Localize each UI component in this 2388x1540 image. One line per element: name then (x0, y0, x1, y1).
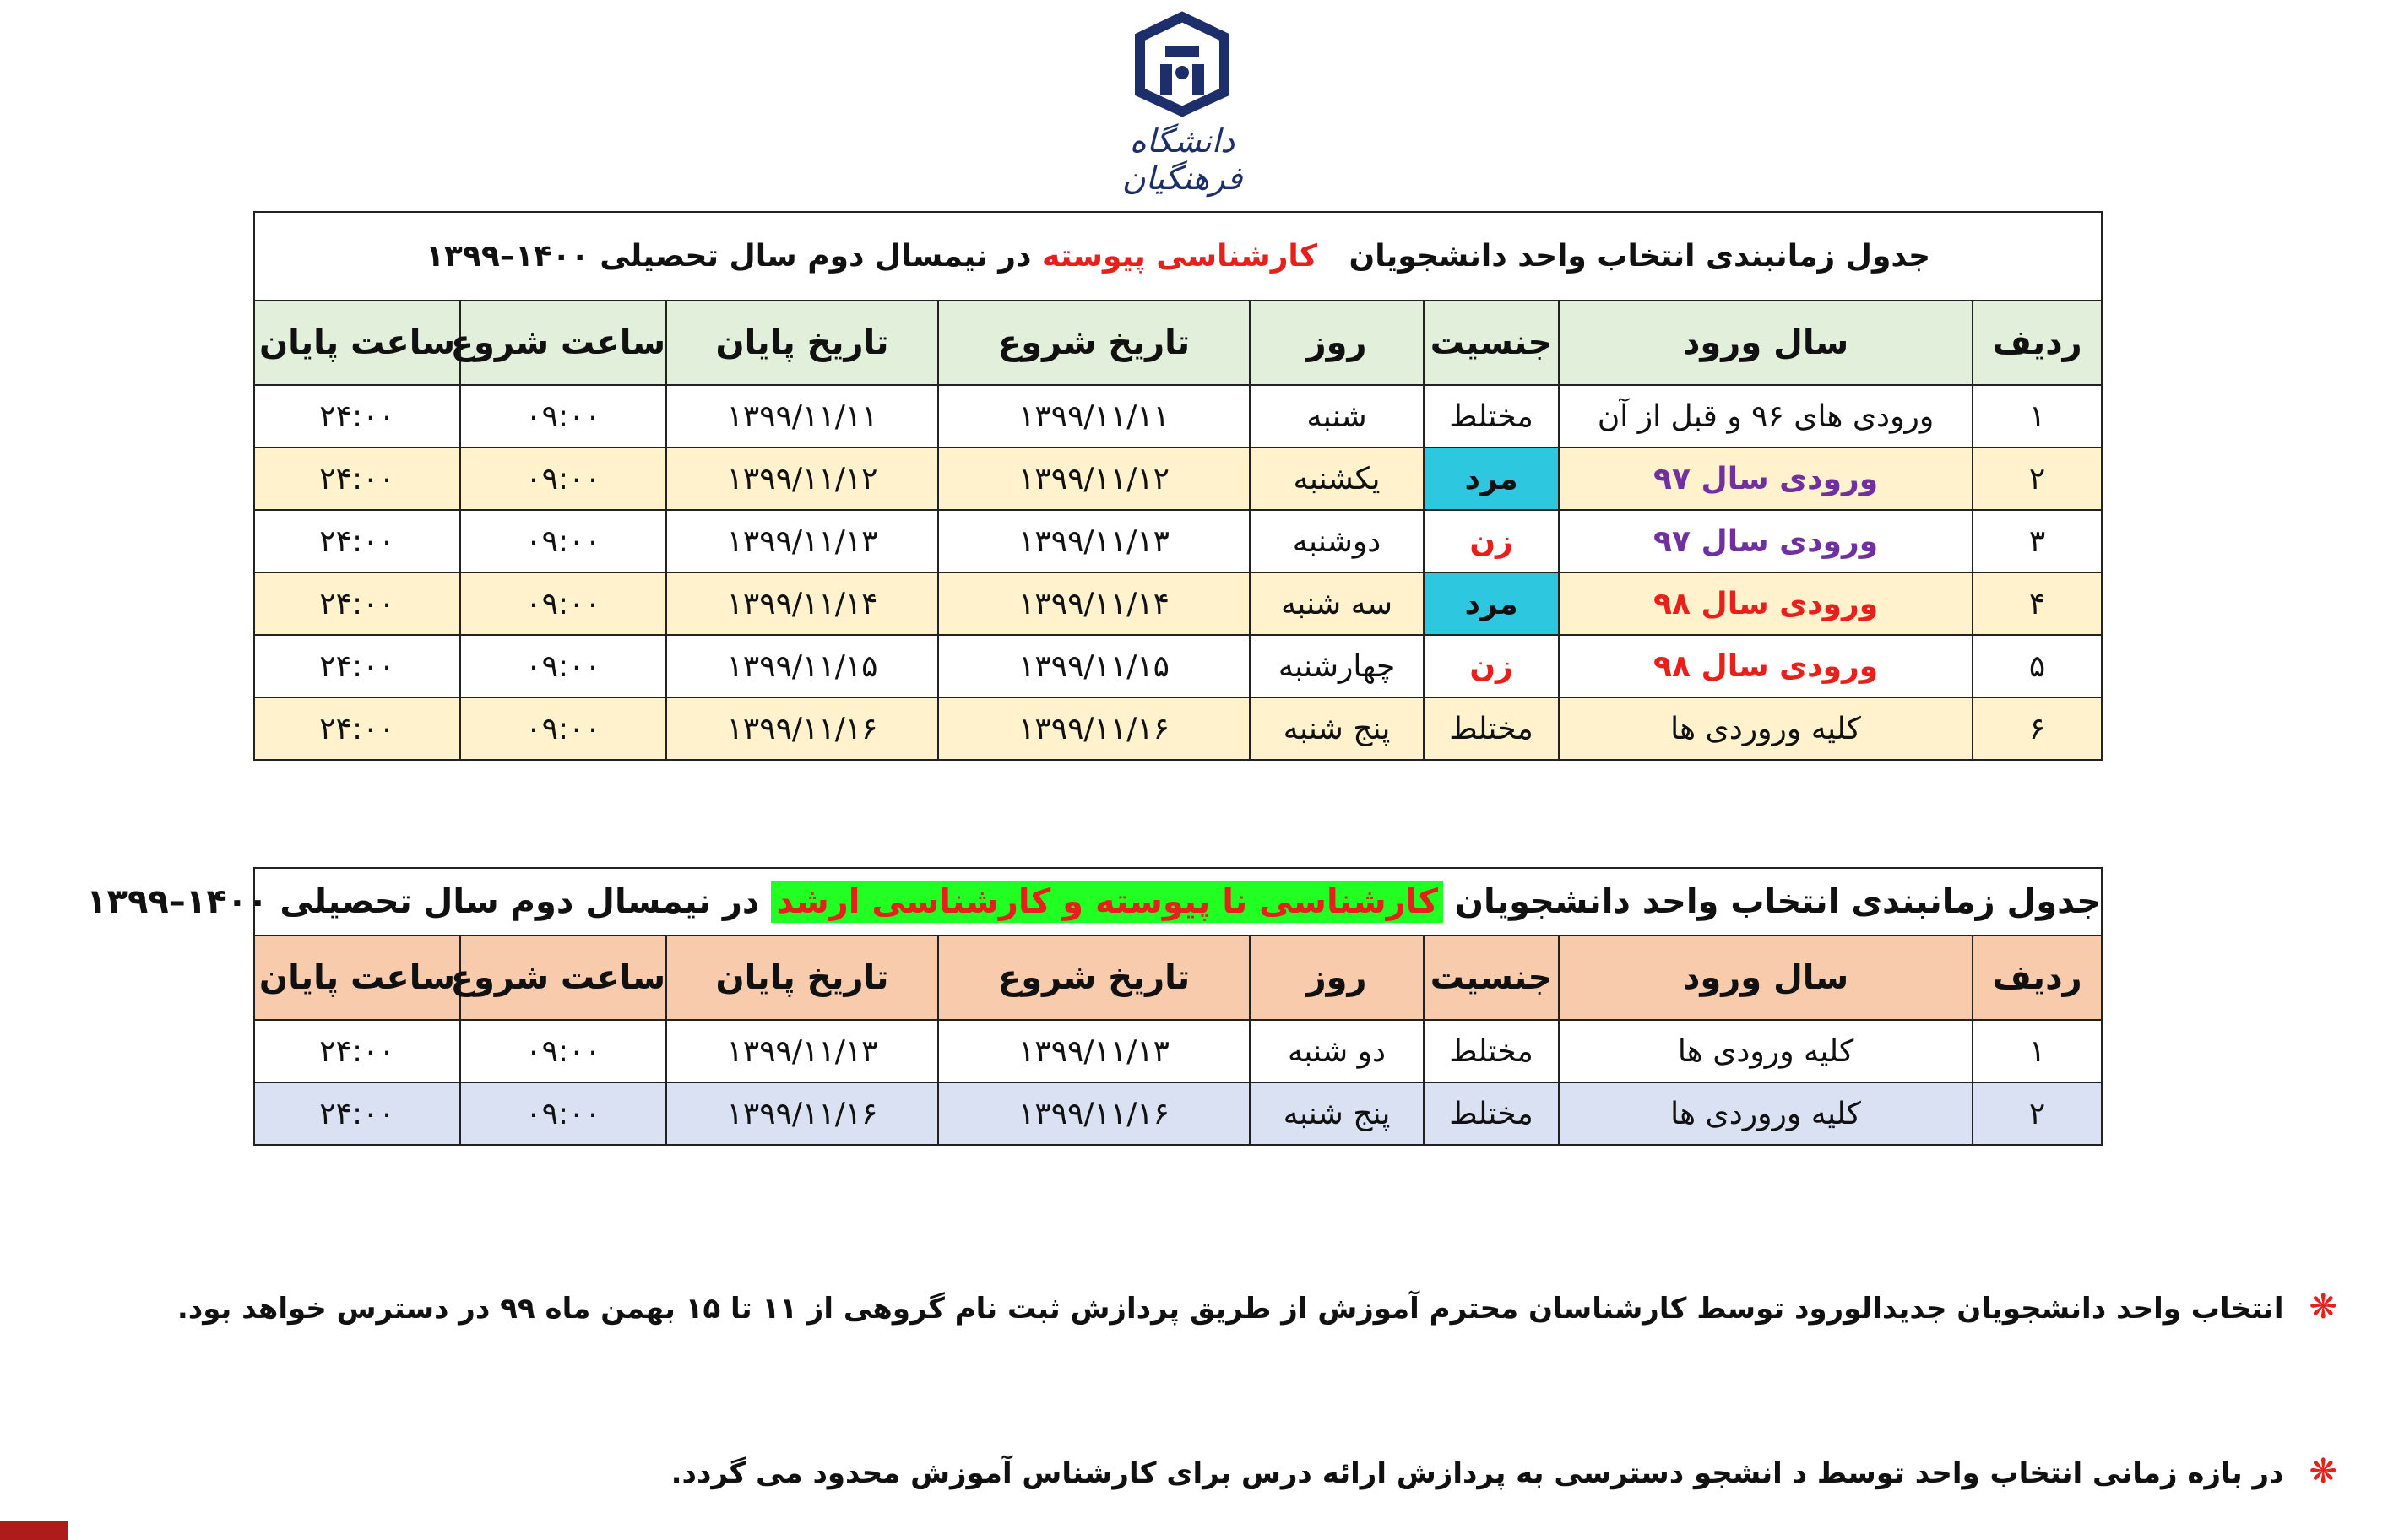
cell-start-time: ۰۹:۰۰ (460, 1082, 666, 1145)
cell-day: سه شنبه (1250, 572, 1424, 635)
column-header: تاریخ شروع (938, 935, 1250, 1020)
cell-end-time: ۲۴:۰۰ (254, 1020, 460, 1082)
cell-gender: مختلط (1424, 385, 1559, 447)
cell-end-date: ۱۳۹۹/۱۱/۱۱ (666, 385, 938, 447)
corner-badge (0, 1521, 68, 1540)
cell-entry: ورودی سال ۹۸ (1559, 572, 1973, 635)
note-2 (7, 1452, 2337, 1491)
cell-end-date: ۱۳۹۹/۱۱/۱۳ (666, 510, 938, 572)
title-prefix: جدول زمانبندی انتخاب واحد دانشجویان (1454, 882, 2102, 921)
cell-start-time: ۰۹:۰۰ (460, 510, 666, 572)
cell-day: پنج شنبه (1250, 697, 1424, 760)
column-header: جنسیت (1424, 935, 1559, 1020)
cell-entry: ورودی سال ۹۷ (1559, 447, 1973, 510)
column-header: روز (1250, 935, 1424, 1020)
column-header: ساعت پایان (254, 935, 460, 1020)
cell-start-time: ۰۹:۰۰ (460, 385, 666, 447)
cell-start-date: ۱۳۹۹/۱۱/۱۴ (938, 572, 1250, 635)
cell-n: ۶ (1973, 697, 2102, 760)
table-title (254, 212, 2102, 301)
cell-day: چهارشنبه (1250, 635, 1424, 697)
cell-n: ۱ (1973, 1020, 2102, 1082)
title-prefix: جدول زمانبندی انتخاب واحد دانشجویان (1349, 239, 1931, 274)
table-row (254, 697, 2102, 760)
table-row (254, 572, 2102, 635)
header-row (254, 301, 2102, 385)
cell-entry: کلیه وروردی ها (1559, 697, 1973, 760)
table-row (254, 1082, 2102, 1145)
cell-gender: مختلط (1424, 1082, 1559, 1145)
cell-entry: کلیه ورودی ها (1559, 1020, 1973, 1082)
cell-end-time: ۲۴:۰۰ (254, 635, 460, 697)
cell-end-time: ۲۴:۰۰ (254, 510, 460, 572)
column-header: جنسیت (1424, 301, 1559, 385)
cell-entry: ورودی سال ۹۸ (1559, 635, 1973, 697)
column-header: تاریخ پایان (666, 301, 938, 385)
cell-end-time: ۲۴:۰۰ (254, 447, 460, 510)
cell-gender: مختلط (1424, 697, 1559, 760)
cell-start-time: ۰۹:۰۰ (460, 697, 666, 760)
column-header: ساعت پایان (254, 301, 460, 385)
schedule-table-noncontinuous-masters (86, 867, 2103, 1146)
table-title (86, 868, 2102, 935)
title-highlight: کارشناسی پیوسته (1042, 239, 1317, 274)
note-text: در بازه زمانی انتخاب واحد توسط د انشجو دسترسی به پردازش ارائه درس برای کارشناس آموزش محدود می گردد. (670, 1456, 2284, 1490)
cell-start-date: ۱۳۹۹/۱۱/۱۳ (938, 510, 1250, 572)
cell-n: ۳ (1973, 510, 2102, 572)
cell-end-date: ۱۳۹۹/۱۱/۱۶ (666, 1082, 938, 1145)
cell-gender: زن (1424, 510, 1559, 572)
header-row (254, 935, 2102, 1020)
cell-gender: زن (1424, 635, 1559, 697)
cell-n: ۲ (1973, 1082, 2102, 1145)
table-row (254, 447, 2102, 510)
cell-start-date: ۱۳۹۹/۱۱/۱۶ (938, 1082, 1250, 1145)
cell-gender: مرد (1424, 447, 1559, 510)
column-header: ردیف (1973, 301, 2102, 385)
asterisk-icon: ❋ (2309, 1452, 2337, 1491)
cell-start-time: ۰۹:۰۰ (460, 635, 666, 697)
cell-gender: مختلط (1424, 1020, 1559, 1082)
schedule-table-continuous-bachelor (253, 211, 2103, 761)
cell-end-time: ۲۴:۰۰ (254, 385, 460, 447)
column-header: ردیف (1973, 935, 2102, 1020)
cell-day: دو شنبه (1250, 1020, 1424, 1082)
title-suffix: در نیمسال دوم سال تحصیلی ۱۴۰۰–۱۳۹۹ (86, 882, 760, 921)
title-highlight: کارشناسی نا پیوسته و کارشناسی ارشد (771, 881, 1443, 923)
table-row (254, 635, 2102, 697)
cell-n: ۴ (1973, 572, 2102, 635)
cell-day: یکشنبه (1250, 447, 1424, 510)
asterisk-icon: ❋ (2309, 1288, 2337, 1326)
cell-end-time: ۲۴:۰۰ (254, 697, 460, 760)
title-suffix: در نیمسال دوم سال تحصیلی ۱۴۰۰–۱۳۹۹ (425, 239, 1032, 274)
cell-start-time: ۰۹:۰۰ (460, 572, 666, 635)
cell-day: شنبه (1250, 385, 1424, 447)
note-1 (7, 1288, 2337, 1326)
column-header: تاریخ پایان (666, 935, 938, 1020)
cell-day: دوشنبه (1250, 510, 1424, 572)
cell-end-time: ۲۴:۰۰ (254, 1082, 460, 1145)
cell-end-date: ۱۳۹۹/۱۱/۱۴ (666, 572, 938, 635)
column-header: سال ورود (1559, 301, 1973, 385)
column-header: روز (1250, 301, 1424, 385)
cell-start-date: ۱۳۹۹/۱۱/۱۱ (938, 385, 1250, 447)
cell-end-date: ۱۳۹۹/۱۱/۱۲ (666, 447, 938, 510)
cell-end-date: ۱۳۹۹/۱۱/۱۶ (666, 697, 938, 760)
cell-end-date: ۱۳۹۹/۱۱/۱۳ (666, 1020, 938, 1082)
table-row (254, 510, 2102, 572)
cell-start-time: ۰۹:۰۰ (460, 1020, 666, 1082)
cell-end-time: ۲۴:۰۰ (254, 572, 460, 635)
column-header: تاریخ شروع (938, 301, 1250, 385)
column-header: سال ورود (1559, 935, 1973, 1020)
cell-entry: کلیه وروردی ها (1559, 1082, 1973, 1145)
cell-entry: ورودی سال ۹۷ (1559, 510, 1973, 572)
cell-gender: مرد (1424, 572, 1559, 635)
cell-entry: ورودی های ۹۶ و قبل از آن (1559, 385, 1973, 447)
cell-start-date: ۱۳۹۹/۱۱/۱۵ (938, 635, 1250, 697)
cell-end-date: ۱۳۹۹/۱۱/۱۵ (666, 635, 938, 697)
cell-start-date: ۱۳۹۹/۱۱/۱۳ (938, 1020, 1250, 1082)
cell-start-date: ۱۳۹۹/۱۱/۱۶ (938, 697, 1250, 760)
cell-n: ۵ (1973, 635, 2102, 697)
column-header: ساعت شروع (460, 935, 666, 1020)
university-logo-icon (1098, 12, 1267, 122)
cell-start-date: ۱۳۹۹/۱۱/۱۲ (938, 447, 1250, 510)
logo-text: دانشگاه فرهنگیان (1121, 122, 1243, 197)
cell-day: پنج شنبه (1250, 1082, 1424, 1145)
table-row (254, 1020, 2102, 1082)
cell-n: ۲ (1973, 447, 2102, 510)
cell-start-time: ۰۹:۰۰ (460, 447, 666, 510)
cell-n: ۱ (1973, 385, 2102, 447)
table-row (254, 385, 2102, 447)
column-header: ساعت شروع (460, 301, 666, 385)
note-text: انتخاب واحد دانشجویان جدیدالورود توسط کارشناسان محترم آموزش از طریق پردازش ثبت نام گروهی از ۱۱ تا ۱۵ بهمن ماه ۹۹ در دسترس خواهد بود. (176, 1292, 2284, 1326)
